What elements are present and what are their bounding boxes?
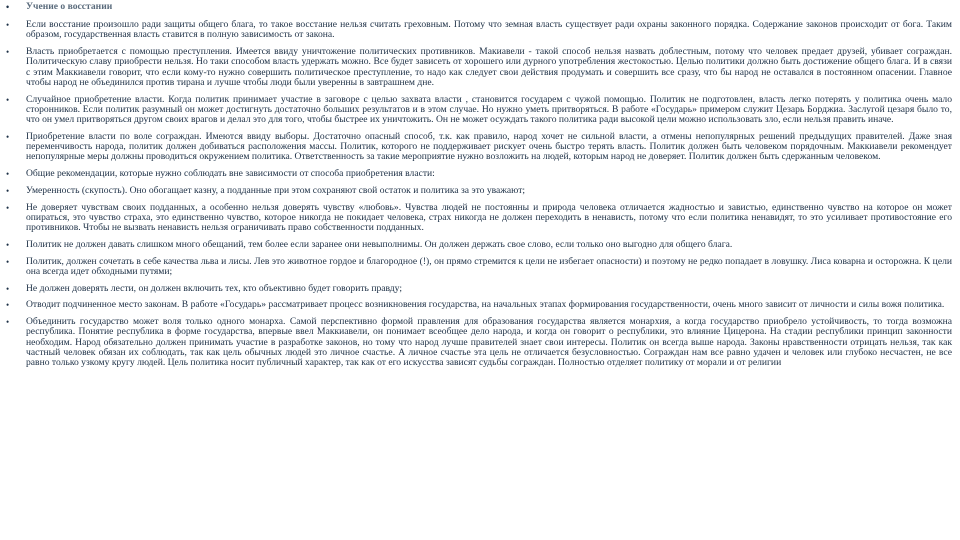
paragraph-9: [6, 257, 952, 277]
paragraph-3: [6, 95, 952, 126]
paragraph-10: [6, 284, 952, 294]
paragraph-text: Объединить государство может воля только одного монарха. Самой перспективно формой правления для образования государства является монархия, а когда государство приобрело устойчивость, то тогда возможна республика. Понятие республика в форме государства, впервые ввел Маккиавели, он понимает всеобщее дело народа, и когда он говорит о республики, это влияние Цицерона. На стадии республики принцип законности необходим. Народ обязательно должен принимать участие в разработке законов, но тому что народ лучше правителей знает свои интересы. Политик он всегда выше народа. Законы нравственности отрицать нельзя, так как частный человек обязан их соблюдать, так как цель обычных людей это личное счастье. А личное счастье эта цель не отличается безусловностью. Сограждан нам все равно удачен и человек или глубоко несчастен, не все равно только узкому кругу людей. Цель политика носит публичный характер, так как от его искусства зависят судьбы сограждан. Полностью отделяет политику от морали и от религии: [26, 316, 952, 369]
paragraph-text: Политик не должен давать слишком много обещаний, тем более если заранее они невыполнимы. Он должен держать свое слово, если только оно выгодно для общего блага.: [26, 238, 733, 250]
section-title: [6, 2, 952, 12]
paragraph-5: [6, 169, 952, 179]
paragraph-text: Власть приобретается с помощью преступления. Имеется ввиду уничтожение политических противников. Макиавели - такой способ нельзя назвать доблестным, потому что человек предает друзей, убивает сограждан. Политическую славу приобрести нельзя. Но таки способом власть удержать можно. Все будет зависеть от хорошего или дурного употребления жестокостью. Целью политики должно быть достижение общего блага. И в связи с этим Маккиавели говорит, что если кому-то нужно совершить политическое преступление, то надо как следует свои действия продумать и совершить все сразу, что бы народ не оставался в постоянном опасении. Главное чтобы народ не объединился против тирана и лучше чтобы люди были уверенны в завтрашнем дне.: [26, 46, 952, 88]
bullet-list: [6, 2, 952, 368]
bullet-icon: •: [6, 185, 10, 196]
bullet-icon: •: [6, 2, 10, 12]
paragraph-11: [6, 300, 952, 310]
paragraph-text: Приобретение власти по воле сограждан. Имеются ввиду выборы. Достаточно опасный способ, т.к. как правило, народ хочет не сильной власти, а отмены непопулярных решений предыдущих правителей. Даже зная переменчивость народа, политик должен добиваться расположения массы. Политик, которого не поддерживает рискует очень быстро терять власть. Политик должен быть человеком порядочным. Маккиавели рекомендует непопулярные меры должны проводиться окружением политика. Ответственность за такие мероприятие нужно возложить на людей, которым народ не доверяет. Политик должен быть сдержанным человеком.: [26, 130, 952, 163]
bullet-icon: •: [6, 239, 10, 250]
paragraph-2: [6, 47, 952, 88]
bullet-icon: •: [6, 300, 10, 311]
paragraph-text: Не должен доверять лести, он должен включить тех, кто объективно будет говорить правду;: [26, 282, 403, 294]
paragraph-text: Умеренность (скупость). Оно обогащает казну, а подданные при этом сохраняют свой остаток и политика за это уважают;: [26, 184, 526, 196]
bullet-icon: •: [6, 317, 10, 328]
paragraph-8: [6, 240, 952, 250]
section-title-text: Учение о восстании: [26, 1, 113, 12]
paragraph-text: Не доверяет чувствам своих подданных, а особенно нельзя доверять чувству «любовь». Чувства людей не постоянны и природа человека отличается жадностью и завистью, единственно чувство на которое он может опираться, это чувство страха, это единственно чувство, которое никогда не покидает человека, страх никогда не должен переходить в ненависть, потому что если политика ненавидят, то это усиливает противостояние его противников. Чтобы не вызвать ненависть нельзя ограничивать право собственности подданных.: [26, 201, 952, 234]
bullet-icon: •: [6, 94, 10, 105]
paragraph-6: [6, 186, 952, 196]
paragraph-text: Политик, должен сочетать в себе качества льва и лисы. Лев это животное гордое и благородное (!), он прямо стремится к цели не избегает опасности) и поэтому не редко попадает в ловушку. Лиса коварна и осторожна. К цели она всегда идет обходными путями;: [26, 255, 952, 277]
bullet-icon: •: [6, 256, 10, 267]
paragraph-text: Отводит подчиненное место законам. В работе «Государь» рассматривает процесс возникновения государства, на начальных этапах формирования государственности, очень много зависит от личности и силы вожя политика.: [26, 299, 945, 311]
paragraph-4: [6, 132, 952, 163]
bullet-icon: •: [6, 47, 10, 58]
paragraph-12: [6, 317, 952, 368]
bullet-icon: •: [6, 131, 10, 142]
paragraph-text: Случайное приобретение власти. Когда политик принимает участие в заговоре с целью захвата власти , становится государем с чужой помощью. Политик не подготовлен, власть легко потерять у политика очень мало сторонников. Если политик разумный он может достигнуть достаточно больших результатов и в этом случае. Но нужно уметь притворяться. В работе «Государь» примером служит Цезарь Борджиа. Заслугой цезаря было то, что он умел притворяться другом своих врагов и делал это для того, чтобы быстрее их уничтожить. Он не может осуждать такого политика ради высокой цели можно использовать зло, если нельзя править иначе.: [26, 93, 952, 126]
paragraph-text: Общие рекомендации, которые нужно соблюдать вне зависимости от способа приобретения власти:: [26, 168, 435, 180]
paragraph-7: [6, 203, 952, 234]
paragraph-text: Если восстание произошло ради защиты общего блага, то такое восстание нельзя считать греховным. Потому что земная власть существует ради охраны законного порядка. Содержание законов происходит от бога. Таким образом, государственная власть ставится в полную зависимость от закона.: [26, 19, 952, 41]
bullet-icon: •: [6, 202, 10, 213]
bullet-icon: •: [6, 20, 10, 31]
bullet-icon: •: [6, 283, 10, 294]
paragraph-1: [6, 20, 952, 40]
bullet-icon: •: [6, 169, 10, 180]
